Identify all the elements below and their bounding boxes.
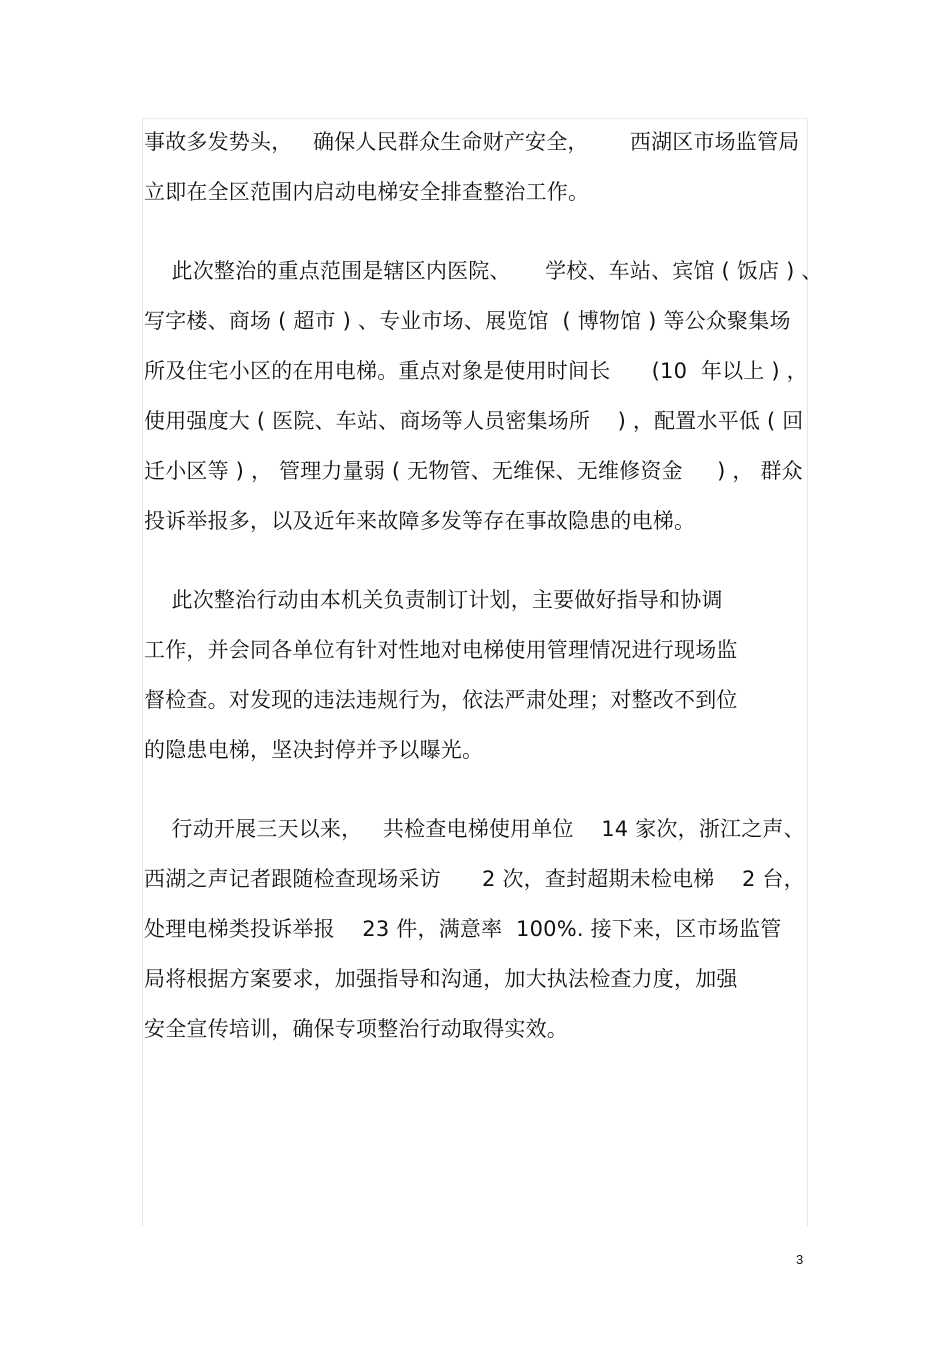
body-text-line: 处理电梯类投诉举报 23 件，满意率 100%. 接下来，区市场监管 bbox=[144, 917, 782, 941]
body-text-line: 迁小区等 ) ， 管理力量弱 ( 无物管、无维保、无维修资金 ) ， 群众 bbox=[144, 459, 803, 483]
body-text-line: 写字楼、商场 ( 超市 ) 、专业市场、展览馆 ( 博物馆 ) 等公众聚集场 bbox=[144, 309, 791, 333]
body-text-line: 事故多发势头， 确保人民群众生命财产安全， 西湖区市场监管局 bbox=[144, 130, 800, 154]
body-text-line: 局将根据方案要求，加强指导和沟通，加大执法检查力度，加强 bbox=[144, 967, 738, 991]
body-text-line: 工作，并会同各单位有针对性地对电梯使用管理情况进行现场监 bbox=[144, 638, 738, 662]
body-text-line: 此次整治的重点范围是辖区内医院、 学校、车站、宾馆 ( 饭店 ) 、 bbox=[144, 259, 823, 283]
body-text-line: 投诉举报多，以及近年来故障多发等存在事故隐患的电梯。 bbox=[144, 509, 696, 533]
body-text-line: 西湖之声记者跟随检查现场采访 2 次，查封超期未检电梯 2 台， bbox=[144, 867, 805, 891]
page-number: 3 bbox=[796, 1252, 804, 1267]
body-text-line: 安全宣传培训，确保专项整治行动取得实效。 bbox=[144, 1017, 568, 1041]
body-text-line: 此次整治行动由本机关负责制订计划，主要做好指导和协调 bbox=[144, 588, 723, 612]
body-text-line: 行动开展三天以来， 共检查电梯使用单位 14 家次，浙江之声、 bbox=[144, 817, 805, 841]
body-text-line: 所及住宅小区的在用电梯。重点对象是使用时间长 (10 年以上 ) ， bbox=[144, 359, 808, 383]
body-text-line: 使用强度大 ( 医院、车站、商场等人员密集场所 ) ，配置水平低 ( 回 bbox=[144, 409, 804, 433]
body-text-line: 立即在全区范围内启动电梯安全排查整治工作。 bbox=[144, 180, 590, 204]
body-text-line: 督检查。对发现的违法违规行为，依法严肃处理；对整改不到位 bbox=[144, 688, 738, 712]
body-text-line: 的隐患电梯，坚决封停并予以曝光。 bbox=[144, 738, 484, 762]
